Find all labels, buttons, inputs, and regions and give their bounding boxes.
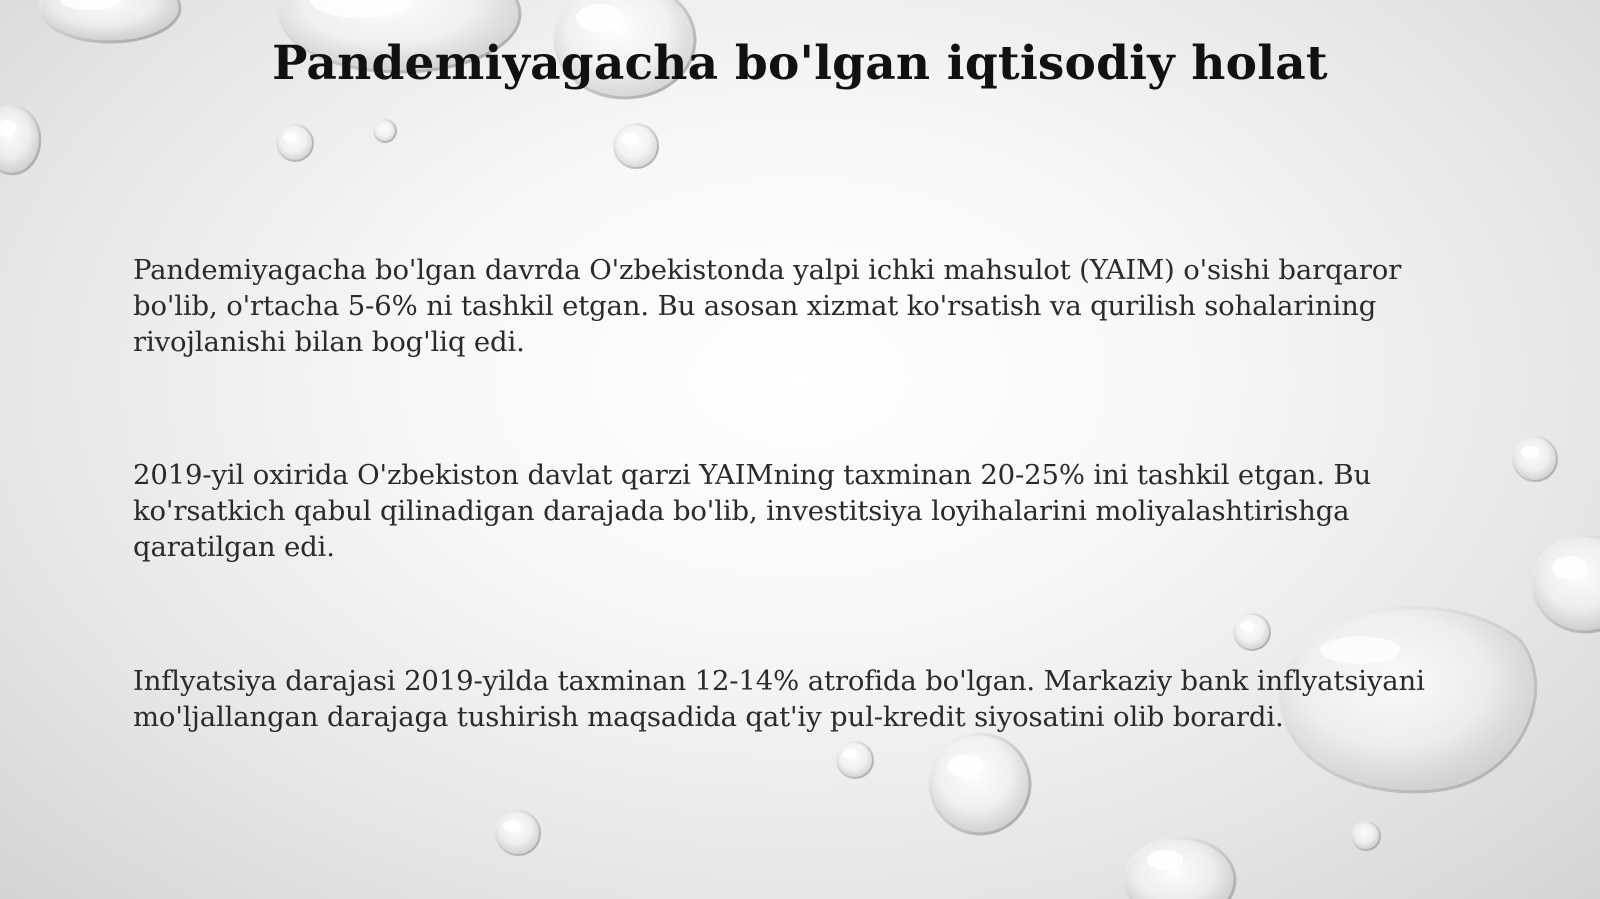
droplet [1533, 536, 1600, 632]
droplet [374, 120, 396, 142]
droplet [277, 125, 313, 161]
droplet [837, 742, 873, 778]
droplet [1513, 437, 1557, 481]
droplet [614, 124, 658, 168]
droplet [1352, 822, 1380, 850]
paragraph-gdp-growth: Pandemiyagacha bo'lgan davrda O'zbekistonda yalpi ichki mahsulot (YAIM) o'sishi barqaror bo'lib, o'rtacha 5-6% ni tashkil etgan. Bu asosan xizmat ko'rsatish va qurilish sohalarining rivojlanishi bilan bog'liq edi. [133, 254, 1402, 358]
droplet [1234, 614, 1270, 650]
droplet [1125, 838, 1235, 899]
paragraph-inflation: Inflyatsiya darajasi 2019-yilda taxminan 12-14% atrofida bo'lgan. Markaziy bank inflyatsiyani mo'ljallangan darajaga tushirish maqsadida qat'iy pul-kredit siyosatini olib borardi. [133, 665, 1425, 733]
paragraph-public-debt: 2019-yil oxirida O'zbekiston davlat qarzi YAIMning taxminan 20-25% ini tashkil etgan. Bu ko'rsatkich qabul qilinadigan darajada bo'lib, investitsiya loyihalarini moliyalashtirishga qaratilgan edi. [133, 459, 1372, 563]
slide-title: Pandemiyagacha bo'lgan iqtisodiy holat [272, 36, 1328, 91]
droplet [496, 811, 540, 855]
droplet [0, 106, 40, 174]
droplet [930, 734, 1030, 834]
